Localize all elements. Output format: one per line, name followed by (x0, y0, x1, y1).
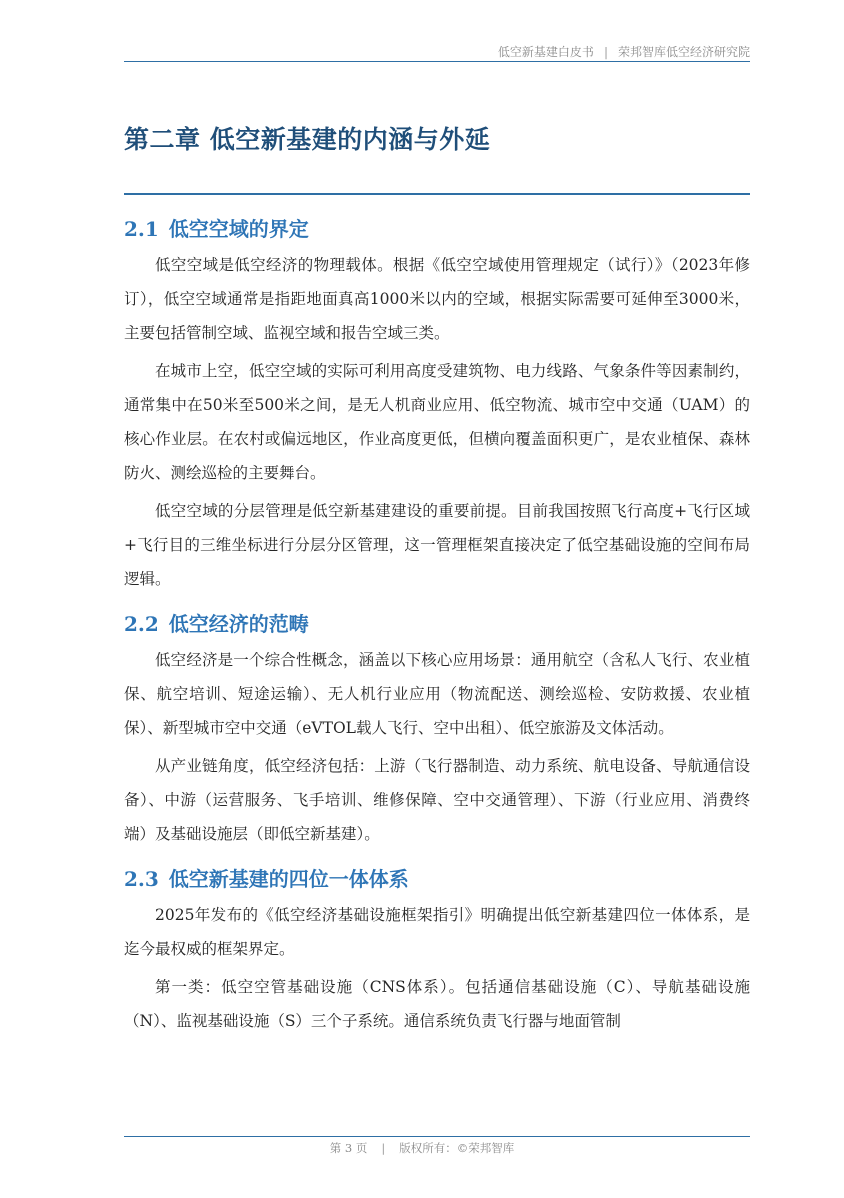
header-org: 荣邦智库低空经济研究院 (617, 45, 750, 59)
header-rule (124, 61, 750, 62)
section-heading-2-3 (124, 860, 750, 898)
paragraph: 从产业链角度，低空经济包括：上游（飞行器制造、动力系统、航电设备、导航通信设备）、中游（运营服务、飞手培训、维修保障、空中交通管理）、下游（行业应用、消费终端）及基础设施层（即低空新基建）。 (124, 757, 750, 843)
section-number: 2.2 (124, 612, 159, 636)
section-title: 低空空域的界定 (168, 217, 309, 241)
paragraph: 低空空域是低空经济的物理载体。根据《低空空域使用管理规定（试行）》（2023年修订），低空空域通常是指距地面真高1000米以内的空域，根据实际需要可延伸至3000米，主要包括管制空域、监视空域和报告空域三类。 (124, 256, 750, 342)
footer-rule (124, 1136, 750, 1137)
section-title: 低空经济的范畴 (168, 612, 309, 636)
section-heading-2-1 (124, 210, 750, 248)
paragraph: 第一类：低空空管基础设施（CNS体系）。包括通信基础设施（C）、导航基础设施（N）、监视基础设施（S）三个子系统。通信系统负责飞行器与地面管制 (124, 978, 750, 1030)
paragraph: 2025年发布的《低空经济基础设施框架指引》明确提出低空新基建四位一体体系，是迄今最权威的框架界定。 (124, 906, 750, 958)
header-doc-title: 低空新基建白皮书 (497, 45, 594, 59)
copyright: 版权所有：©荣邦智库 (399, 1141, 515, 1155)
chapter-rule (124, 193, 750, 195)
header-separator: | (603, 44, 608, 59)
section-heading-2-2 (124, 605, 750, 643)
page-number: 第 3 页 (329, 1141, 368, 1155)
paragraph: 在城市上空，低空空域的实际可利用高度受建筑物、电力线路、气象条件等因素制约，通常集中在50米至500米之间，是无人机商业应用、低空物流、城市空中交通（UAM）的核心作业层。在农村或偏远地区，作业高度更低，但横向覆盖面积更广，是农业植保、森林防火、测绘巡检的主要舞台。 (124, 362, 750, 482)
paragraph: 低空空域的分层管理是低空新基建建设的重要前提。目前我国按照飞行高度+飞行区域+飞行目的三维坐标进行分层分区管理，这一管理框架直接决定了低空基础设施的空间布局逻辑。 (124, 502, 750, 588)
section-title: 低空新基建的四位一体体系 (168, 867, 409, 891)
chapter-title: 第二章 低空新基建的内涵与外延 (124, 125, 491, 154)
section-number: 2.3 (124, 867, 159, 891)
paragraph: 低空经济是一个综合性概念，涵盖以下核心应用场景：通用航空（含私人飞行、农业植保、航空培训、短途运输）、无人机行业应用（物流配送、测绘巡检、安防救援、农业植保）、新型城市空中交通（eVTOL载人飞行、空中出租）、低空旅游及文体活动。 (124, 651, 750, 737)
running-footer (0, 1140, 844, 1156)
running-header (498, 43, 750, 60)
section-number: 2.1 (124, 217, 159, 241)
body-content (124, 210, 750, 1042)
footer-separator: | (381, 1141, 386, 1155)
